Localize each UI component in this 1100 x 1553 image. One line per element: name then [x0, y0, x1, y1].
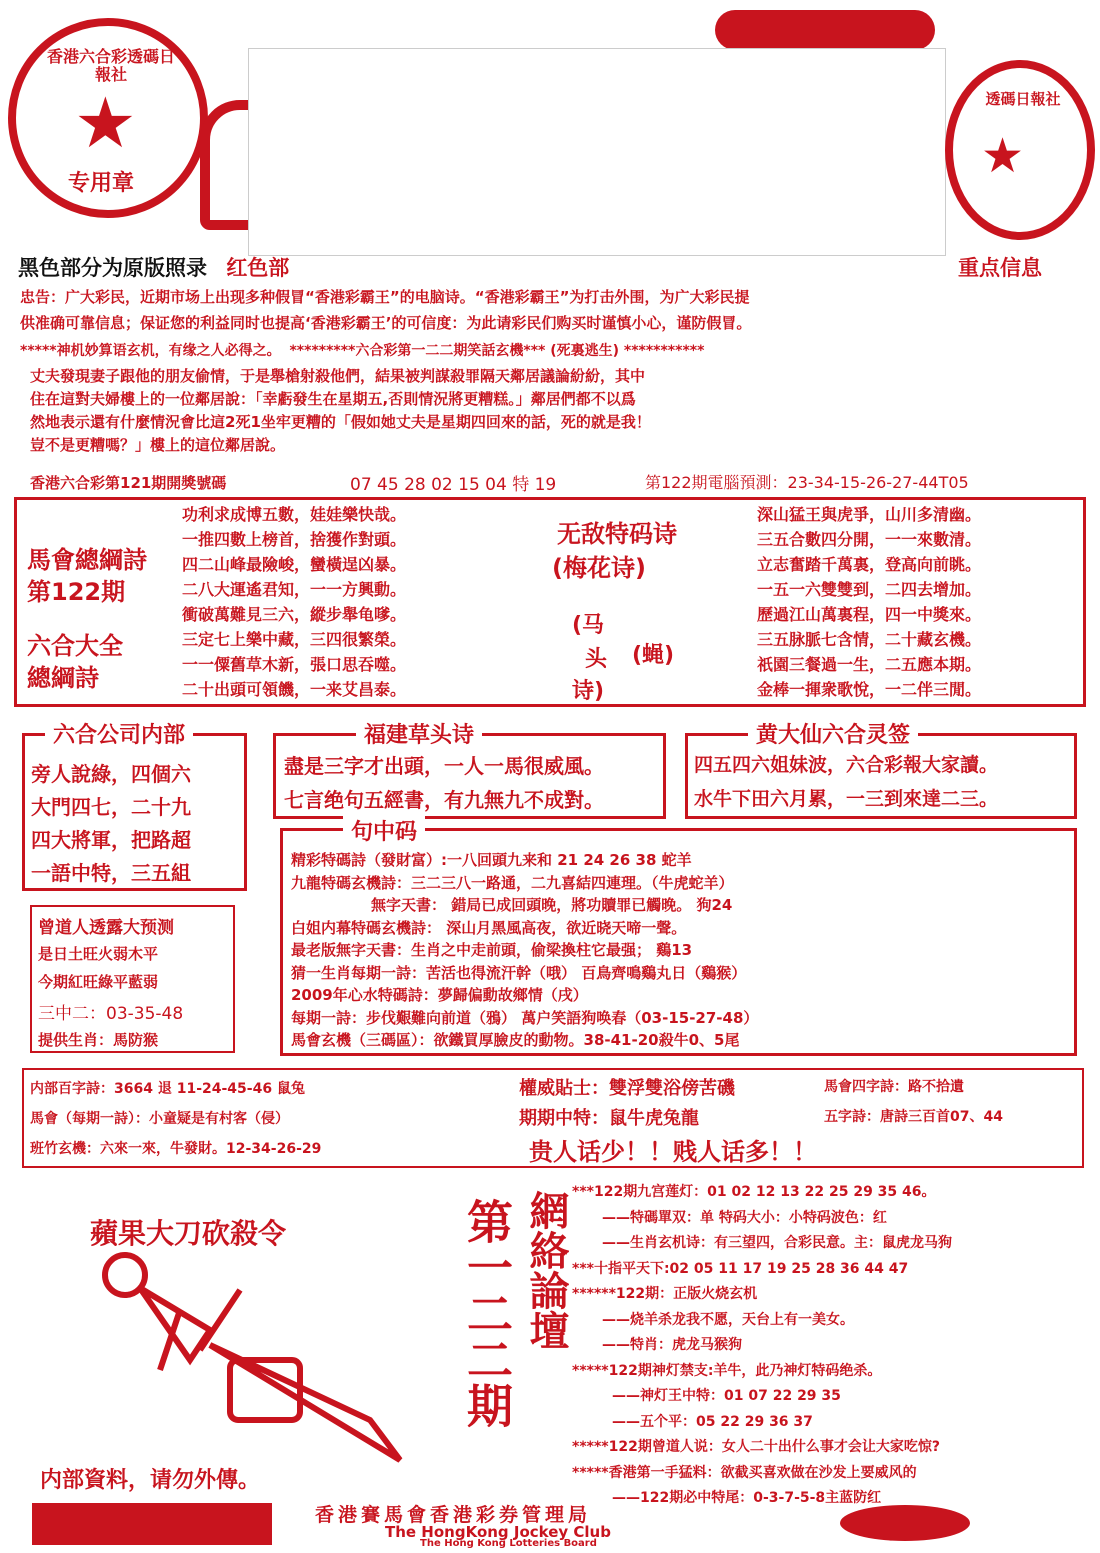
center-line: 白姐内幕特碼玄機詩： 深山月黑風高夜，欲近晓天啼一聲。: [291, 918, 687, 937]
slogan: 贵人话少！！贱人话多！！: [529, 1138, 817, 1166]
fujian-box: [273, 723, 666, 819]
footer-org-en-2: The Hong Kong Lotteries Board: [420, 1538, 597, 1549]
center-title: 句中码: [343, 815, 425, 846]
red-part-label: 红色部: [226, 256, 290, 280]
poem-line: 三五合數四分開，一一來數清。: [757, 530, 982, 549]
mid-title: 无敌特码诗: [557, 520, 677, 548]
forum-line: ——神灯王中特：01 07 22 29 35: [612, 1388, 841, 1404]
joke-line-4: 豈不是更糟嗎？」樓上的這位鄰居說。: [30, 436, 286, 454]
right-stamp: [945, 60, 1095, 240]
star-icon: ★: [74, 82, 137, 164]
every-period-special: 期期中特：鼠牛虎兔龍: [519, 1108, 699, 1129]
poem-line: 金棒一揮衆歌悅，一二伴三閒。: [757, 680, 982, 699]
mid-a: (马: [572, 613, 605, 638]
poem-line: 三五脉脈七含情，二十藏玄機。: [757, 630, 982, 649]
poem-line: 四二山峰最險峻，蠻橫逞凶暴。: [182, 555, 407, 574]
joke-line-2: 住在這對夫婦樓上的一位鄰居說：「幸虧發生在星期五,否則情況將更糟糕。」鄰居們都不以爲: [30, 390, 636, 408]
company-lines: [31, 758, 191, 890]
joke-line-3: 然地表示還有什麼情況會比這2死1坐牢更糟的「假如她丈夫是星期四回來的話，死的就是我！: [30, 413, 651, 431]
huangdaxian-box: [685, 723, 1077, 819]
forum-line: *****香港第一手猛料：欲截买喜欢做在沙发上要威风的: [572, 1464, 917, 1481]
forum-line: *****122期曾道人说：女人二十出什么事才会让大家吃惊?: [572, 1439, 940, 1455]
fujian-title: 福建草头诗: [356, 718, 482, 749]
warning-line-2: 供准确可靠信息；保证您的利益同时也提高‘香港彩霸王’的可信度：为此请彩民们购买时谨慎小心，谨防假冒。: [20, 314, 752, 332]
center-box: [280, 820, 1077, 1056]
poem-box: [14, 497, 1086, 707]
poem-title-2: 第122期: [27, 578, 126, 606]
bottom-left-line: 内部百字詩：3664 退 11-24-45-46 鼠兔: [30, 1081, 305, 1097]
hdx-line-1: 四五四六姐妹波，六合彩報大家讀。: [694, 754, 999, 776]
stamp-center-text: 专用章: [68, 171, 135, 196]
left-stamp: [8, 18, 208, 218]
poem-line: 二八大運遙君知，一一方興動。: [182, 580, 407, 599]
poem-title-1: 馬會總綱詩: [27, 546, 147, 574]
center-line: 精彩特碼詩（發財富）:一八回頭九来和 21 24 26 38 蛇羊: [291, 851, 692, 869]
redacted-area: [248, 48, 946, 256]
forum-line: ***十指平天下:02 05 11 17 19 25 28 36 44 47: [572, 1260, 909, 1277]
poem-col-1: [182, 502, 406, 702]
header-notice: [18, 252, 1088, 282]
mid-d: (蝇): [632, 643, 675, 668]
forum-line: ——生肖玄机诗：有三望四，合彩民意。主：鼠虎龙马狗: [602, 1235, 952, 1251]
footer-org-en: The HongKong Jockey Club: [385, 1523, 611, 1541]
poem-line: 功利求成博五數，娃娃樂快哉。: [182, 505, 407, 524]
footer-org-cn: 香港賽馬會香港彩券管理局: [315, 1504, 592, 1526]
daoren-line: 三中二：03-35-48: [38, 1004, 184, 1024]
draw-label: 香港六合彩第121期開獎號碼: [30, 474, 227, 492]
fujian-line-1: 盡是三字才出頭，一人一馬很威風。: [284, 754, 604, 778]
center-line: 無字天書： 錯局已成回頭晚，將功贖罪已觸晚。 狗24: [371, 896, 733, 914]
center-line: 每期一詩：步伐艱難向前道（鴉） 萬户笑語狗唤春（03-15-27-48）: [291, 1008, 759, 1027]
forum-line: *****122期神灯禁支:羊牛，此乃神灯特码绝杀。: [572, 1362, 882, 1379]
center-line: 最老版無字天書：生肖之中走前頭，偷梁換柱它最强； 鷄13: [291, 941, 693, 959]
poem-col-2: [757, 502, 981, 702]
forum-lines: [572, 1180, 952, 1512]
poem-line: 深山猛王與虎爭，山川多清幽。: [757, 505, 982, 524]
joke-title: [20, 340, 704, 360]
forum-line: ——特肖：虎龙马猴狗: [602, 1337, 742, 1353]
poem-line: 一五一六雙雙到，二四去增加。: [757, 580, 982, 599]
daoren-line: 是日土旺火弱木平: [38, 945, 159, 963]
poem-line: 祇園三餐過一生，二五應本期。: [757, 655, 982, 674]
company-box: [22, 723, 247, 891]
forum-line: ——五个平：05 22 29 36 37: [612, 1413, 813, 1430]
bottom-left-line: 馬會（每期一詩）：小童疑是有村客（侵）: [30, 1111, 289, 1127]
header-logo-bar: [715, 10, 935, 50]
black-part-label: 黑色部分为原版照录: [18, 256, 207, 280]
forum-line: ——122期必中特尾：0-3-7-5-8主蓝防红: [612, 1490, 882, 1506]
poem-title-4: 總綱詩: [27, 664, 99, 692]
joke-title-right: *********六合彩第一二二期笑話玄機*** (死裏逃生) ***********: [289, 343, 705, 359]
forum-line: ***122期九宫莲灯：01 02 12 13 22 25 29 35 46。: [572, 1184, 936, 1200]
poem-line: 歷過江山萬裏程，四一中獎來。: [757, 605, 982, 624]
fujian-line-2: 七言绝句五經書，有九無九不成對。: [284, 788, 604, 812]
forum-vertical: 網絡論壇: [523, 1190, 569, 1350]
center-line: 馬會玄機（三碼區）：欲鐵買厚臉皮的動物。38-41-20殺牛0、5尾: [291, 1031, 740, 1049]
company-line: 四大將軍，把路超: [31, 828, 191, 852]
poem-line: 二十出頭可領饑，一来艾昌泰。: [182, 680, 407, 699]
mid-b: 头: [585, 647, 608, 672]
poem-line: 一一僳舊草木新，張口思吞噬。: [182, 655, 407, 674]
center-line: 2009年心水特碼詩：夢歸偏動故鄉情（戌）: [291, 986, 588, 1004]
bottom-info-box: [22, 1068, 1084, 1168]
sword-icon: [100, 1250, 430, 1470]
poem-line: 三定七上樂中藏，三四很繁榮。: [182, 630, 407, 649]
forum-line: ——烧羊杀龙我不愿，天台上有一美女。: [602, 1311, 854, 1328]
warning-line-1: 忠告：广大彩民，近期市场上出现多种假冒“香港彩霸王”的电脑诗。“香港彩霸王”为打击外围，为广大彩民提: [20, 288, 750, 306]
footer-left-logo: [32, 1503, 272, 1545]
company-line: 一語中特，三五組: [31, 861, 191, 885]
joke-title-left: *****神机妙算语玄机，有缘之人必得之。: [20, 343, 281, 359]
joke-line-1: 丈夫發現妻子跟他的朋友偷情，于是舉槍射殺他們，結果被判謀殺罪隔天鄰居議論紛紛，其中: [30, 367, 646, 385]
center-line: 九龍特碼玄機詩：三二三八一路通，二九喜結四連理。（牛虎蛇羊）: [291, 873, 734, 892]
poem-line: 衝破萬難見三六，縱步舉龟嗲。: [182, 605, 407, 624]
stamp-ring-text: 香港六合彩透碼日報社: [46, 47, 175, 84]
bottom-left-line: 班竹玄機：六來一來，牛發財。12-34-26-29: [30, 1141, 322, 1157]
center-line: 猜一生肖每期一詩：苦活也得流汗幹（哦） 百鳥齊鳴鷄丸日（鷄猴）: [291, 963, 747, 982]
company-line: 大門四七，二十九: [31, 795, 191, 819]
poem-line: 一推四數上榜首，捨獲作對頭。: [182, 530, 407, 549]
daoren-box: [30, 905, 235, 1053]
company-line: 旁人說綠，四個六: [31, 762, 191, 786]
poem-title-3: 六合大全: [27, 632, 123, 660]
company-title: 六合公司内部: [45, 718, 193, 749]
computer-forecast: 第122期電腦預測：23-34-15-26-27-44T05: [645, 473, 969, 492]
apple-bottom-note: 内部資料，请勿外傳。: [40, 1468, 261, 1493]
poem-line: 立志奮踏千萬裏，登高向前眺。: [757, 555, 982, 574]
key-info-label: 重点信息: [958, 256, 1042, 280]
hdx-line-2: 水牛下田六月累，一三到來達二三。: [694, 788, 999, 810]
mid-c: 诗): [572, 679, 605, 704]
forum-line: ******122期：正版火烧玄机: [572, 1286, 758, 1302]
stamp-ring-text: 透碼日報社: [985, 90, 1061, 108]
apple-title: 蘋果大刀砍殺令: [90, 1217, 287, 1250]
authority-tip: 權威貼士：雙浮雙浴傍苦磯: [519, 1078, 735, 1099]
center-lines: [291, 849, 758, 1052]
star-icon: ★: [981, 128, 1025, 184]
daoren-line: 今期紅旺綠平藍弱: [38, 973, 159, 991]
daoren-line: 提供生肖：馬防猴: [38, 1031, 159, 1049]
period-vertical: 第一二二期: [460, 1198, 514, 1428]
huangdaxian-title: 黄大仙六合灵签: [748, 718, 918, 749]
draw-numbers: 07 45 28 02 15 04 特 19: [350, 475, 557, 495]
jockey-four-word: 馬會四字詩：路不拾遺: [824, 1079, 964, 1095]
forum-line: ——特碼單双：单 特码大小：小特码波色：红: [602, 1209, 887, 1226]
mid-subtitle: (梅花诗): [552, 554, 646, 582]
footer-right-logo: [840, 1505, 970, 1541]
daoren-title: 曾道人透露大预测: [38, 918, 174, 938]
five-word-poem: 五字詩：唐詩三百首07、44: [824, 1109, 1003, 1125]
